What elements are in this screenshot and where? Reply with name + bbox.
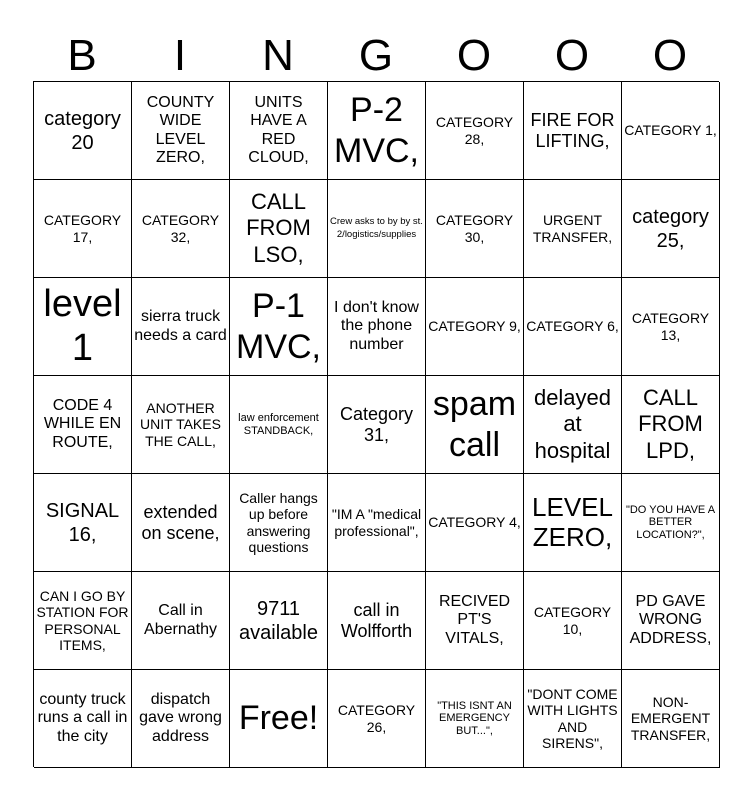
bingo-cell[interactable]: CATEGORY 10,	[524, 572, 622, 670]
header-letter: B	[67, 31, 97, 80]
bingo-cell[interactable]: P-2 MVC,	[328, 82, 426, 180]
bingo-cell[interactable]: sierra truck needs a card	[132, 278, 230, 376]
bingo-cell[interactable]: CATEGORY 32,	[132, 180, 230, 278]
bingo-cell[interactable]: Category 31,	[328, 376, 426, 474]
bingo-cell[interactable]: CATEGORY 28,	[426, 82, 524, 180]
bingo-cell[interactable]: law enforcement STANDBACK,	[230, 376, 328, 474]
header-letter: N	[262, 31, 294, 80]
bingo-cell[interactable]: "IM A "medical professional",	[328, 474, 426, 572]
bingo-cell[interactable]: CATEGORY 9,	[426, 278, 524, 376]
bingo-cell[interactable]: "THIS ISNT AN EMERGENCY BUT...",	[426, 670, 524, 768]
bingo-cell[interactable]: level 1	[34, 278, 132, 376]
bingo-cell[interactable]: delayed at hospital	[524, 376, 622, 474]
bingo-cell[interactable]: category 20	[34, 82, 132, 180]
header-letter: O	[652, 31, 688, 80]
bingo-cell[interactable]: URGENT TRANSFER,	[524, 180, 622, 278]
header-letter: G	[358, 31, 394, 80]
bingo-cell[interactable]: RECIVED PT'S VITALS,	[426, 572, 524, 670]
bingo-cell[interactable]: Call in Abernathy	[132, 572, 230, 670]
bingo-cell[interactable]: FIRE FOR LIFTING,	[524, 82, 622, 180]
bingo-cell[interactable]: spam call	[426, 376, 524, 474]
bingo-header	[33, 30, 719, 82]
bingo-cell[interactable]: P-1 MVC,	[230, 278, 328, 376]
bingo-cell[interactable]: CATEGORY 30,	[426, 180, 524, 278]
free-space-cell[interactable]: Free!	[230, 670, 328, 768]
bingo-cell[interactable]: NON-EMERGENT TRANSFER,	[622, 670, 720, 768]
bingo-cell[interactable]: COUNTY WIDE LEVEL ZERO,	[132, 82, 230, 180]
bingo-cell[interactable]: CODE 4 WHILE EN ROUTE,	[34, 376, 132, 474]
bingo-cell[interactable]: call in Wolfforth	[328, 572, 426, 670]
bingo-cell[interactable]: CATEGORY 1,	[622, 82, 720, 180]
bingo-cell[interactable]: 9711 available	[230, 572, 328, 670]
bingo-cell[interactable]: county truck runs a call in the city	[34, 670, 132, 768]
bingo-cell[interactable]: CALL FROM LPD,	[622, 376, 720, 474]
bingo-cell[interactable]: UNITS HAVE A RED CLOUD,	[230, 82, 328, 180]
bingo-cell[interactable]: PD GAVE WRONG ADDRESS,	[622, 572, 720, 670]
bingo-cell[interactable]: CATEGORY 26,	[328, 670, 426, 768]
bingo-cell[interactable]: I don't know the phone number	[328, 278, 426, 376]
bingo-cell[interactable]: Caller hangs up before answering questions	[230, 474, 328, 572]
bingo-cell[interactable]: SIGNAL 16,	[34, 474, 132, 572]
bingo-cell[interactable]: CATEGORY 13,	[622, 278, 720, 376]
bingo-cell[interactable]: ANOTHER UNIT TAKES THE CALL,	[132, 376, 230, 474]
bingo-cell[interactable]: CATEGORY 6,	[524, 278, 622, 376]
header-letter: O	[554, 31, 590, 80]
bingo-cell[interactable]: Crew asks to by by st. 2/logistics/supplies	[328, 180, 426, 278]
bingo-cell[interactable]: CATEGORY 4,	[426, 474, 524, 572]
bingo-cell[interactable]: "DONT COME WITH LIGHTS AND SIRENS",	[524, 670, 622, 768]
bingo-cell[interactable]: dispatch gave wrong address	[132, 670, 230, 768]
bingo-grid	[33, 81, 719, 767]
bingo-cell[interactable]: CALL FROM LSO,	[230, 180, 328, 278]
bingo-cell[interactable]: category 25,	[622, 180, 720, 278]
header-letter: I	[173, 31, 187, 80]
bingo-cell[interactable]: extended on scene,	[132, 474, 230, 572]
bingo-cell[interactable]: CAN I GO BY STATION FOR PERSONAL ITEMS,	[34, 572, 132, 670]
bingo-cell[interactable]: "DO YOU HAVE A BETTER LOCATION?",	[622, 474, 720, 572]
bingo-cell[interactable]: LEVEL ZERO,	[524, 474, 622, 572]
header-letter: O	[456, 31, 492, 80]
bingo-cell[interactable]: CATEGORY 17,	[34, 180, 132, 278]
